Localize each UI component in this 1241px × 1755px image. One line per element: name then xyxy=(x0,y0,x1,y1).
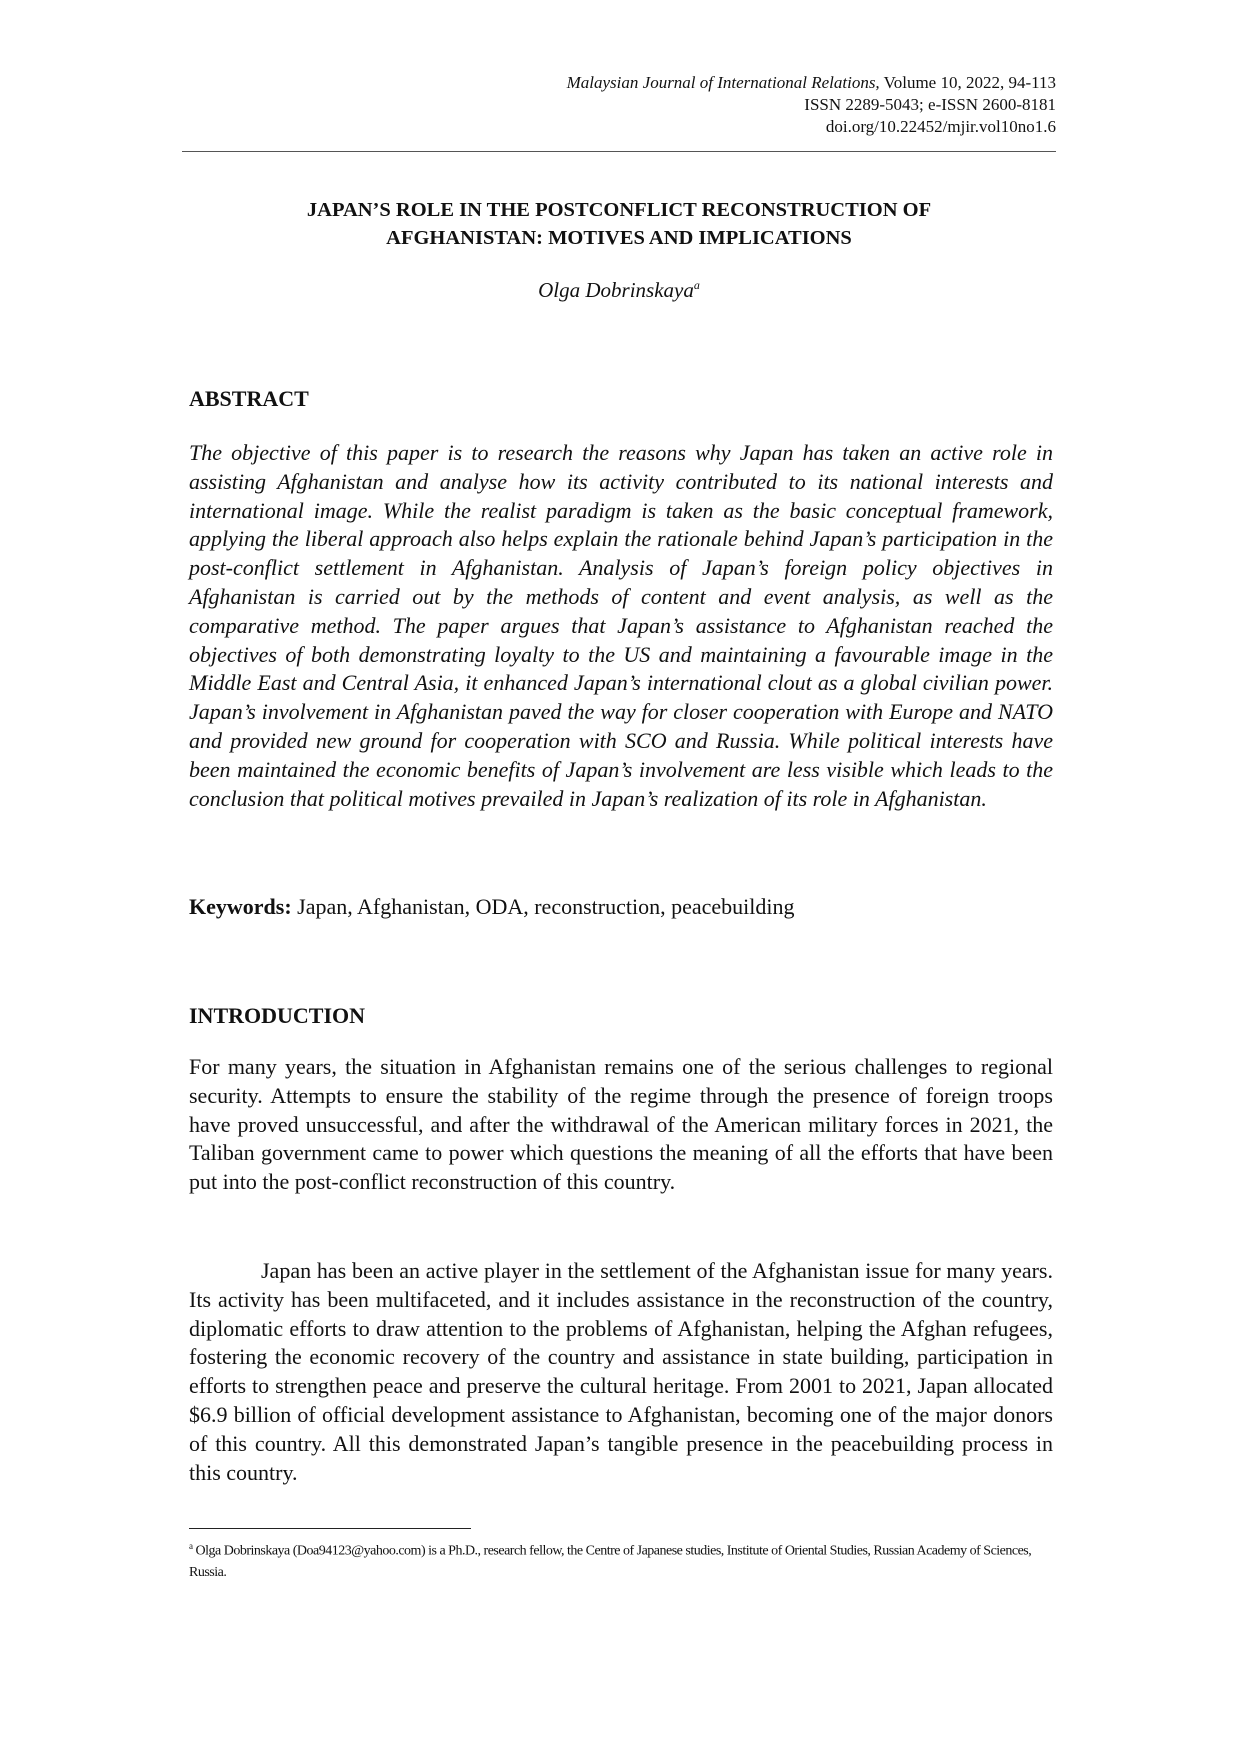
author-affiliation-marker: a xyxy=(693,278,700,292)
journal-issn: ISSN 2289-5043; e-ISSN 2600-8181 xyxy=(804,95,1056,114)
introduction-paragraph-1: For many years, the situation in Afghanistan remains one of the serious challenges to regional security. Attempts to ensure the stability of the regime through the presence of foreign troops have proved unsuccessful, and after the withdrawal of the American military forces in 2021, the Taliban government came to power which questions the meaning of all the efforts that have been put into the post-conflict reconstruction of this country. xyxy=(189,1054,1053,1195)
header-rule xyxy=(182,151,1056,152)
author-line xyxy=(182,278,1056,303)
journal-doi: doi.org/10.22452/mjir.vol10no1.6 xyxy=(825,117,1056,136)
paper-title-line-1: JAPAN’S ROLE IN THE POSTCONFLICT RECONSTRUCTION OF xyxy=(306,199,932,221)
abstract-heading: ABSTRACT xyxy=(189,386,309,411)
journal-citation-line xyxy=(567,72,1056,94)
paper-title-line-2: AFGHANISTAN: MOTIVES AND IMPLICATIONS xyxy=(386,227,852,249)
introduction-paragraph-2: Japan has been an active player in the settlement of the Afghanistan issue for many years. Its activity has been multifaceted, and it includes assistance in the reconstruction of the country, diplomatic efforts to draw attention to the problems of Afghanistan, helping the Afghan refugees, fostering the economic recovery of the country and assistance in state building, participation in efforts to strengthen peace and preserve the cultural heritage. From 2001 to 2021, Japan allocated $6.9 billion of official development assistance to Afghanistan, becoming one of the major donors of this country. All this demonstrated Japan’s tangible presence in the peacebuilding process in this country. xyxy=(189,1258,1053,1485)
author-name: Olga Dobrinskaya xyxy=(538,278,694,302)
journal-volume: Volume 10, 2022, 94-113 xyxy=(879,73,1056,92)
footnote-text: Olga Dobrinskaya (Doa94123@yahoo.com) is a Ph.D., research fellow, the Centre of Japanese studies, Institute of Oriental Studies, Russian Academy of Sciences, Russia. xyxy=(189,1543,1032,1580)
introduction-heading: INTRODUCTION xyxy=(189,1003,366,1028)
paper-title xyxy=(182,196,1056,252)
journal-name: Malaysian Journal of International Relations, xyxy=(566,73,880,92)
footnote-marker: a xyxy=(189,1541,193,1551)
abstract-text: The objective of this paper is to research the reasons why Japan has taken an active role in assisting Afghanistan and analyse how its activity contributed to its national interests and international image. While the realist paradigm is taken as the basic conceptual framework, applying the liberal approach also helps explain the rationale behind Japan’s participation in the post-conflict settlement in Afghanistan. Analysis of Japan’s foreign policy objectives in Afghanistan is carried out by the methods of content and event analysis, as well as the comparative method. The paper argues that Japan’s assistance to Afghanistan reached the objectives of both demonstrating loyalty to the US and maintaining a favourable image in the Middle East and Central Asia, it enhanced Japan’s international clout as a global civilian power. Japan’s involvement in Afghanistan paved the way for closer cooperation with Europe and NATO and provided new ground for cooperation with SCO and Russia. While political interests have been maintained the economic benefits of Japan’s involvement are less visible which leads to the conclusion that political motives prevailed in Japan’s realization of its role in Afghanistan. xyxy=(189,440,1053,811)
journal-header xyxy=(567,72,1056,138)
keywords-list: Japan, Afghanistan, ODA, reconstruction, peacebuilding xyxy=(291,894,795,919)
keywords-line xyxy=(189,893,1053,922)
footnote xyxy=(189,1536,1049,1583)
keywords-label: Keywords: xyxy=(189,894,292,919)
footnote-rule xyxy=(189,1528,471,1529)
